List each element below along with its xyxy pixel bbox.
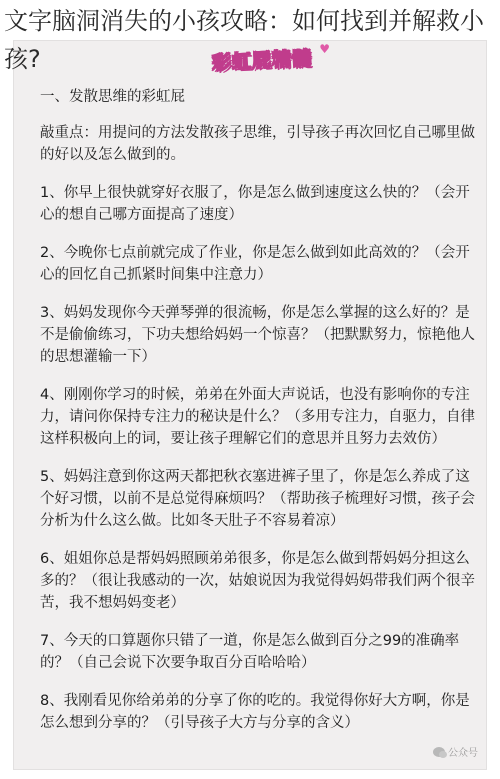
- article-content: [40, 86, 478, 750]
- watermark-text: 公众号: [448, 748, 478, 759]
- heart-icon: ♥: [319, 42, 330, 56]
- banner-title: 彩虹屁精髓: [211, 47, 313, 75]
- key-point: 敲重点：用提问的方法发散孩子思维，引导孩子再次回忆自己哪里做的好以及怎么做到的。: [40, 125, 475, 163]
- list-item-4: 4、刚刚你学习的时候，弟弟在外面大声说话，也没有影响你的专注力，请问你保持专注力的秘诀是什么？（多用专注力，自驱力，自律这样积极向上的词，要让孩子理解它们的意思并且努力去效仿）: [40, 387, 475, 447]
- list-item-8: 8、我刚看见你给弟弟的分享了你的吃的。我觉得你好大方啊，你是怎么想到分享的？（引导孩子大方与分享的含义）: [40, 693, 470, 731]
- list-item-2: 2、今晚你七点前就完成了作业，你是怎么做到如此高效的？（会开心的回忆自己抓紧时间集中注意力）: [40, 245, 470, 283]
- list-item-5: 5、妈妈注意到你这两天都把秋衣塞进裤子里了，你是怎么养成了这个好习惯，以前不是总觉得麻烦吗？（帮助孩子梳理好习惯，孩子会分析为什么这么做。比如冬天肚子不容易着凉）: [40, 469, 475, 529]
- section-heading: 一、发散思维的彩虹屁: [40, 89, 185, 105]
- wechat-icon: [433, 747, 445, 757]
- list-item-3: 3、妈妈发现你今天弹琴弹的很流畅，你是怎么掌握的这么好的？是不是偷偷练习，下功夫想给妈妈一个惊喜？（把默默努力，惊艳他人的思想灌输一下）: [40, 305, 475, 365]
- page-title: 文字脑洞消失的小孩攻略：如何找到并解救小孩?: [4, 7, 484, 73]
- list-item-1: 1、你早上很快就穿好衣服了，你是怎么做到速度这么快的？（会开心的想自己哪方面提高了速度）: [40, 185, 470, 223]
- list-item-6: 6、姐姐你总是帮妈妈照顾弟弟很多，你是怎么做到帮妈妈分担这么多的？（很让我感动的一次，姑娘说因为我觉得妈妈带我们两个很辛苦，我不想妈妈变老）: [40, 551, 475, 611]
- watermark: [433, 744, 478, 759]
- list-item-7: 7、今天的口算题你只错了一道，你是怎么做到百分之99的准确率的？（自己会说下次要争取百分百哈哈哈）: [40, 633, 460, 671]
